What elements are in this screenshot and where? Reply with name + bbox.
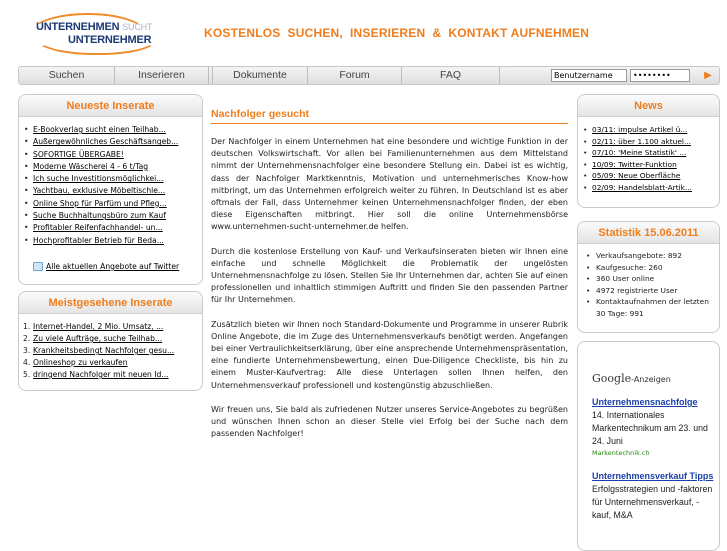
list-item[interactable]: • 02/09: Handelsblatt-Artik... xyxy=(592,182,719,194)
main-content xyxy=(211,108,568,452)
login-button[interactable]: ▶ xyxy=(701,69,715,82)
list-item[interactable]: • SOFORTIGE ÜBERGABE! xyxy=(33,149,202,161)
twitter-icon xyxy=(33,262,43,271)
main-paragraph: Der Nachfolger in einem Unternehmen hat eine besondere und wichtige Funktion in der deutschen Volkswirtschaft. Vor allen bei Familienunternehmen aus dem Mittelstand nimmt der Unternehmensnachfolger eine besondere Stellung ein. Dabei ist es wichtig, dass der Nachfolger Marktkenntnis, Motivation und unternehmerisches Know-how mitbringt, um das Unternehmen erfolgreich weiter zu führen. In Deutschland ist es aber oftmals der Fall, dass Unternehmer keinen Unternehmensnachfolger finden, der eben diese Eigenschaften mitbringt. Hier soll die online Unternehmensbörse www.unternehmen-sucht-unternehmer.de helfen. xyxy=(211,137,568,232)
google-logo: Google xyxy=(592,372,632,385)
stat-item: • 360 User online xyxy=(596,273,715,285)
most-viewed-title: Meistgesehene Inserate xyxy=(19,292,202,314)
nav-inserieren[interactable]: Inserieren xyxy=(115,67,209,84)
main-paragraph: Zusätzlich bieten wir Ihnen noch Standard-Dokumente und Programme in unserer Rubrik Online Angebote, die im Zuge des Unternehmensverkaufs benötigt werden. Angefangen bei einer Vertraulichkeitserklärung, über eine ansprechende Unternehmenspräsentation, eine fundierte Unternehmensbewertung, einen Due-Diligence Checkliste, bis hin zu einem Muster-Kaufvertrag: Alle diese Unterlagen sollen Ihnen helfen, den Unternehmensverkauf professionell und kostengünstig abzuschließen. xyxy=(211,319,568,390)
list-item[interactable]: 2. Zu viele Aufträge, suche Teilhab... xyxy=(23,334,163,343)
password-input[interactable] xyxy=(630,69,690,82)
logo-line1: UNTERNEHMEN SUCHT xyxy=(36,21,153,33)
list-item[interactable]: • Suche Buchhaltungsbüro zum Kauf xyxy=(33,210,202,222)
statistics-title: Statistik 15.06.2011 xyxy=(578,222,719,244)
nav-forum[interactable]: Forum xyxy=(308,67,402,84)
twitter-link-text[interactable]: Alle aktuellen Angebote auf Twitter xyxy=(46,262,180,271)
most-viewed-box xyxy=(18,291,203,391)
stat-item: • 4972 registrierte User xyxy=(596,285,715,297)
news-box xyxy=(577,94,720,208)
main-paragraph: Wir freuen uns, Sie bald als zufriedenen Nutzer unseres Service-Angebotes zu begrüßen und wünschen Ihnen schon an dieser Stelle viel Erfolg bei der Suche nach dem passenden Nachfolger! xyxy=(211,404,568,439)
main-paragraph: Durch die kostenlose Erstellung von Kauf- und Verkaufsinseraten bieten wir Ihnen eine einfache und schnelle Möglichkeit die Problematik der ungelösten Unternehmensnachfolge zu lösen. Stellen Sie Ihr Unternehmen dar, achten Sie auf einen professionellen und inhaltlich stimmigen Auftritt und finden Sie den passenden Partner für Ihr Unternehmen. xyxy=(211,246,568,305)
news-list xyxy=(578,117,719,193)
main-nav xyxy=(18,66,720,85)
nav-faq[interactable]: FAQ xyxy=(402,67,500,84)
list-item[interactable]: • Online Shop für Parfüm und Pfleg... xyxy=(33,198,202,210)
list-item[interactable]: 5. dringend Nachfolger mit neuen Id... xyxy=(23,370,169,379)
ad-title[interactable]: Unternehmensnachfolge xyxy=(592,397,698,407)
google-ads-box xyxy=(577,341,720,551)
stat-item: • Kaufgesuche: 260 xyxy=(596,262,715,274)
statistics-list xyxy=(578,244,719,319)
username-input[interactable] xyxy=(551,69,627,82)
twitter-link[interactable] xyxy=(33,262,179,271)
site-logo[interactable] xyxy=(28,9,160,55)
header xyxy=(0,0,727,66)
list-item[interactable]: • 07/10: 'Meine Statistik' ... xyxy=(592,147,719,159)
statistics-box xyxy=(577,221,720,333)
list-item[interactable]: • 02/11: über 1.100 aktuel... xyxy=(592,136,719,148)
list-item[interactable]: 1. Internet-Handel, 2 Mio. Umsatz, ... xyxy=(23,322,164,331)
list-item[interactable]: 4. Onlineshop zu verkaufen xyxy=(23,358,128,367)
list-item[interactable]: • 05/09: Neue Oberfläche xyxy=(592,170,719,182)
slogan: KOSTENLOS SUCHEN, INSERIEREN & KONTAKT AUFNEHMEN xyxy=(204,26,590,40)
list-item[interactable]: • E-Bookverlag sucht einen Teilhab... xyxy=(33,124,202,136)
nav-search[interactable]: Suchen xyxy=(19,67,115,84)
ad-description: Erfolgsstrategien und -faktoren für Unternehmensverkauf, -kauf, M&A xyxy=(592,484,713,520)
newest-listings-list xyxy=(19,117,202,247)
ad-item[interactable] xyxy=(592,396,716,458)
list-item[interactable]: • Moderne Wäscherei 4 - 6 t/Tag xyxy=(33,161,202,173)
most-viewed-list xyxy=(19,314,202,381)
newest-listings-title: Neueste Inserate xyxy=(19,95,202,117)
news-title: News xyxy=(578,95,719,117)
page-title: Nachfolger gesucht xyxy=(211,108,568,124)
login-form xyxy=(500,69,719,82)
list-item[interactable]: • Hochprofitabler Betrieb für Beda... xyxy=(33,235,202,247)
list-item[interactable]: • Yachtbau, exklusive Möbeltischle... xyxy=(33,185,202,197)
list-item[interactable]: • 03/11: impulse Artikel ü... xyxy=(592,124,719,136)
ad-title[interactable]: Unternehmensverkauf Tipps xyxy=(592,471,714,481)
list-item[interactable]: • Ich suche Investitionsmöglichkei... xyxy=(33,173,202,185)
list-item[interactable]: 3. Krankheitsbedingt Nachfolger gesu... xyxy=(23,346,175,355)
list-item[interactable]: • 10/09: Twitter-Funktion xyxy=(592,159,719,171)
list-item[interactable]: • Profitabler Reifenfachhandel- un... xyxy=(33,222,202,234)
stat-item: • Verkaufsangebote: 892 xyxy=(596,250,715,262)
logo-line2: UNTERNEHMER xyxy=(68,34,152,46)
ad-item[interactable] xyxy=(592,470,716,522)
newest-listings-box xyxy=(18,94,203,285)
ad-url[interactable]: Markentechnik.ch xyxy=(592,449,650,457)
ad-description: 14. Internationales Markentechnikum am 23. und 24. Juni xyxy=(592,410,708,446)
stat-item: • Kontaktaufnahmen der letzten 30 Tage: 991 xyxy=(596,296,715,319)
nav-dokumente[interactable]: Dokumente xyxy=(212,67,308,84)
ads-label: Google-Anzeigen xyxy=(592,372,671,385)
list-item[interactable]: • Außergewöhnliches Geschäftsangeb... xyxy=(33,136,202,148)
